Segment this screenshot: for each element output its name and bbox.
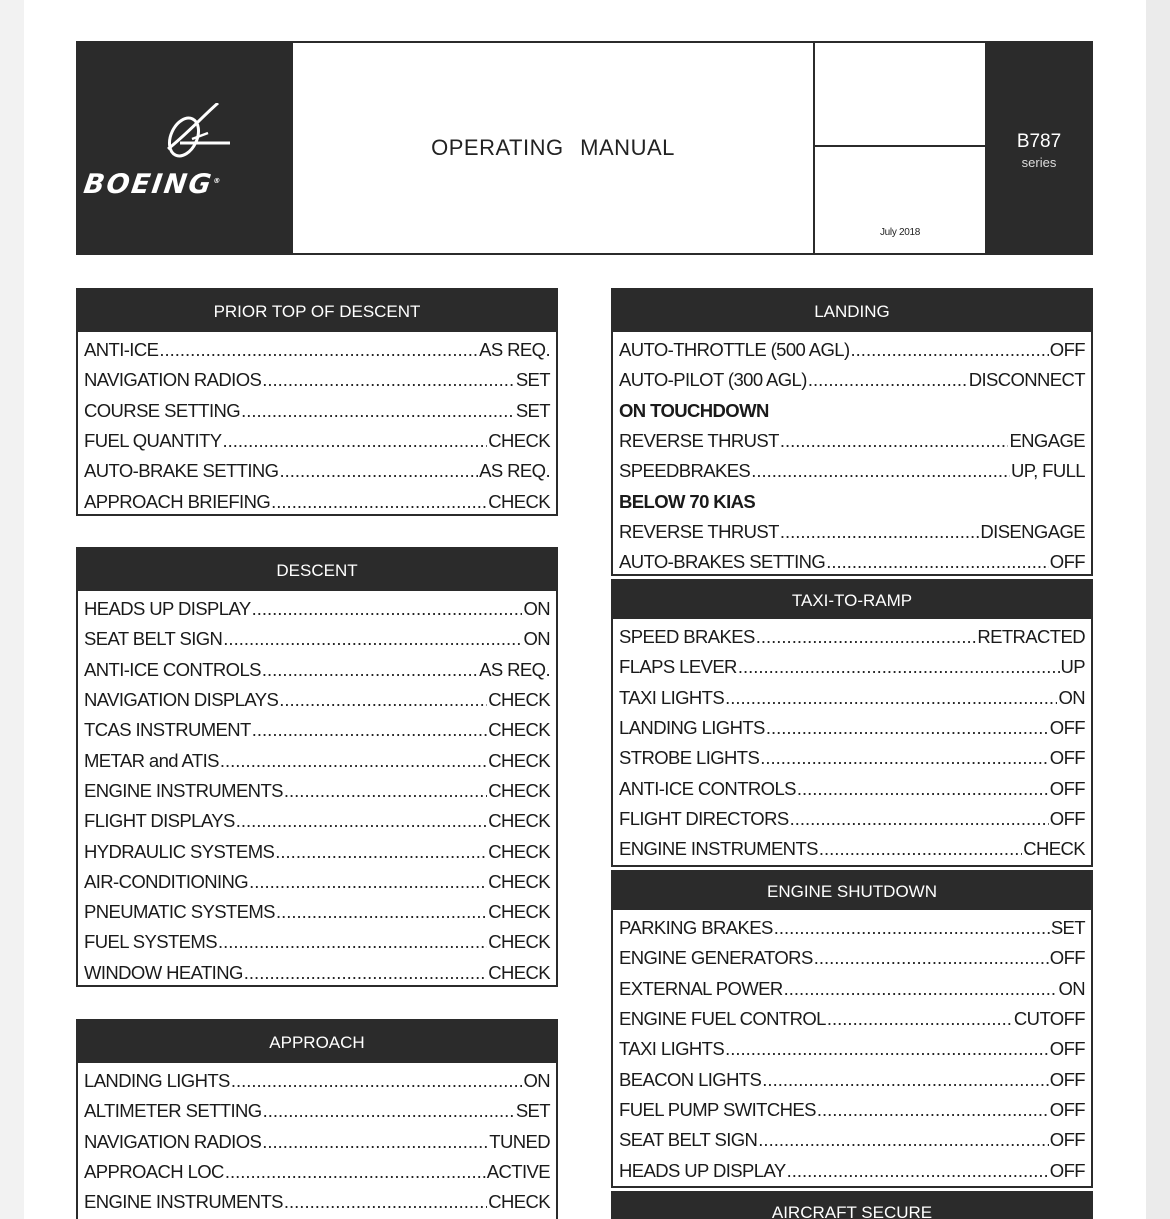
checklist-subheading [613, 396, 1091, 426]
checklist-item: ENGINE INSTRUMENTS [84, 779, 283, 801]
boeing-wordmark: BOEING® [81, 169, 223, 200]
checklist-row [613, 1155, 1091, 1185]
checklist-row [78, 1187, 556, 1217]
manual-title: OPERATING MANUAL [431, 135, 675, 160]
dot-leader [819, 838, 1022, 860]
checklist-subheading [613, 486, 1091, 516]
dot-leader [159, 339, 478, 361]
checklist-value: DISCONNECT [968, 369, 1085, 391]
section-title: PRIOR TOP OF DESCENT [78, 290, 556, 332]
checklist-value: OFF [1049, 551, 1085, 573]
checklist-rows [78, 332, 556, 517]
checklist-value: AS REQ. [479, 658, 550, 680]
series-cell [987, 43, 1091, 253]
checklist-value: CHECK [488, 961, 550, 983]
dot-leader [758, 1129, 1049, 1151]
checklist-row [78, 867, 556, 897]
checklist-row [613, 547, 1091, 577]
checklist-value: CHECK [488, 749, 550, 771]
dot-leader [738, 656, 1060, 678]
checklist-value: CUTOFF [1013, 1008, 1085, 1030]
checklist-item: SEAT BELT SIGN [619, 1129, 758, 1151]
dot-leader [762, 1069, 1049, 1091]
checklist-value: CHECK [488, 870, 550, 892]
dot-leader [826, 551, 1049, 573]
aircraft-model: B787 [1016, 131, 1062, 152]
checklist-value: AS REQ. [479, 339, 550, 361]
checklist-item: AUTO-BRAKE SETTING [84, 460, 279, 482]
checklist-item: ON TOUCHDOWN [619, 399, 769, 421]
checklist-item: FLIGHT DISPLAYS [84, 810, 235, 832]
checklist-row [78, 836, 556, 866]
dot-leader [784, 978, 1058, 1000]
checklist-row [78, 1127, 556, 1157]
checklist-value: OFF [1049, 1098, 1085, 1120]
section-title: DESCENT [78, 549, 556, 591]
checklist-row [613, 1034, 1091, 1064]
checklist-row [613, 913, 1091, 943]
checklist-value: CHECK [488, 901, 550, 923]
checklist-value: SET [515, 399, 550, 421]
dot-leader [284, 780, 487, 802]
checklist-item: WINDOW HEATING [84, 961, 243, 983]
dot-leader [271, 491, 487, 513]
dot-leader [236, 810, 488, 832]
checklist-row [78, 1066, 556, 1096]
checklist-row [613, 773, 1091, 803]
checklist-value: CHECK [488, 810, 550, 832]
checklist-row [78, 1096, 556, 1126]
dot-leader [225, 1161, 486, 1183]
checklist-value: OFF [1049, 1159, 1085, 1181]
checklist-value: RETRACTED [977, 626, 1085, 648]
section-title: LANDING [613, 290, 1091, 332]
dot-leader [276, 901, 487, 923]
dot-leader [808, 369, 968, 391]
section-engine-shutdown [611, 870, 1093, 1188]
checklist-item: ANTI-ICE CONTROLS [84, 658, 261, 680]
boeing-logo-icon [162, 103, 232, 165]
section-title: ENGINE SHUTDOWN [613, 872, 1091, 910]
checklist-row [78, 335, 556, 365]
checklist-rows [613, 910, 1091, 1186]
checklist-row [78, 927, 556, 957]
checklist-item: APPROACH BRIEFING [84, 490, 271, 512]
section-title: TAXI-TO-RAMP [613, 581, 1091, 619]
checklist-row [78, 396, 556, 426]
checklist-item: REVERSE THRUST [619, 520, 779, 542]
checklist-row [613, 365, 1091, 395]
dot-leader [218, 931, 487, 953]
checklist-value: ON [523, 1070, 550, 1092]
section-prior-top-of-descent [76, 288, 558, 516]
checklist-row [613, 426, 1091, 456]
checklist-item: NAVIGATION DISPLAYS [84, 689, 279, 711]
checklist-row [613, 1095, 1091, 1125]
checklist-row [613, 517, 1091, 547]
checklist-item: AIR-CONDITIONING [84, 870, 249, 892]
checklist-row [78, 715, 556, 745]
title-cell [293, 43, 813, 253]
viewer-gutter [1146, 0, 1170, 1219]
checklist-value: OFF [1049, 339, 1085, 361]
section-approach [76, 1019, 558, 1219]
checklist-value: ON [523, 598, 550, 620]
dot-leader [249, 871, 487, 893]
checklist-row [613, 1125, 1091, 1155]
checklist-value: OFF [1049, 717, 1085, 739]
checklist-item: FLIGHT DIRECTORS [619, 807, 789, 829]
checklist-rows [613, 332, 1091, 577]
dot-leader [223, 628, 522, 650]
checklist-row [613, 652, 1091, 682]
info-blank-box [815, 43, 985, 147]
dot-leader [262, 1131, 488, 1153]
checklist-item: SPEED BRAKES [619, 626, 755, 648]
dot-leader [252, 598, 523, 620]
dot-leader [262, 369, 515, 391]
checklist-value: SET [1050, 917, 1085, 939]
checklist-value: OFF [1049, 807, 1085, 829]
checklist-value: DISENGAGE [980, 520, 1085, 542]
checklist-rows [78, 591, 556, 988]
checklist-row [613, 622, 1091, 652]
dot-leader [275, 841, 487, 863]
checklist-row [78, 365, 556, 395]
checklist-value: OFF [1049, 1129, 1085, 1151]
dot-leader [279, 689, 487, 711]
checklist-item: BEACON LIGHTS [619, 1068, 762, 1090]
checklist-row [613, 943, 1091, 973]
dot-leader [725, 687, 1057, 709]
checklist-item: FUEL SYSTEMS [84, 931, 217, 953]
checklist-item: HEADS UP DISPLAY [84, 598, 251, 620]
dot-leader [797, 778, 1049, 800]
checklist-item: ENGINE INSTRUMENTS [619, 838, 818, 860]
checklist-item: FUEL PUMP SWITCHES [619, 1098, 816, 1120]
checklist-item: FLAPS LEVER [619, 656, 737, 678]
dot-leader [725, 1038, 1049, 1060]
checklist-item: PNEUMATIC SYSTEMS [84, 901, 275, 923]
checklist-item: COURSE SETTING [84, 399, 241, 421]
checklist-value: CHECK [488, 840, 550, 862]
checklist-row [613, 683, 1091, 713]
checklist-item: TAXI LIGHTS [619, 686, 725, 708]
checklist-row [78, 594, 556, 624]
dot-leader [222, 430, 487, 452]
checklist-row [78, 958, 556, 988]
checklist-item: LANDING LIGHTS [84, 1070, 230, 1092]
dot-leader [279, 460, 478, 482]
boeing-logo [78, 43, 291, 253]
checklist-row [613, 456, 1091, 486]
dot-leader [244, 962, 487, 984]
checklist-row [78, 486, 556, 516]
dot-leader [814, 947, 1049, 969]
checklist-item: ENGINE FUEL CONTROL [619, 1008, 826, 1030]
checklist-item: ALTIMETER SETTING [84, 1100, 262, 1122]
checklist-value: UP [1060, 656, 1085, 678]
dot-leader [774, 917, 1050, 939]
manual-header [76, 41, 1093, 255]
checklist-row [78, 776, 556, 806]
checklist-value: CHECK [488, 1191, 550, 1213]
checklist-row [613, 335, 1091, 365]
checklist-row [613, 1004, 1091, 1034]
checklist-row [613, 713, 1091, 743]
checklist-value: ON [1058, 977, 1085, 999]
checklist-value: OFF [1049, 777, 1085, 799]
checklist-row [78, 745, 556, 775]
checklist-item: ANTI-ICE [84, 339, 159, 361]
checklist-rows [78, 1063, 556, 1217]
checklist-row [613, 743, 1091, 773]
checklist-row [78, 1157, 556, 1187]
checklist-item: LANDING LIGHTS [619, 717, 765, 739]
checklist-row [78, 655, 556, 685]
dot-leader [766, 717, 1049, 739]
dot-leader [252, 719, 487, 741]
dot-leader [780, 521, 980, 543]
checklist-item: NAVIGATION RADIOS [84, 1130, 262, 1152]
section-title: AIRCRAFT SECURE [613, 1193, 1091, 1219]
checklist-item: METAR and ATIS [84, 749, 219, 771]
checklist-row [78, 897, 556, 927]
dot-leader [760, 747, 1049, 769]
aircraft-series: series [1021, 155, 1057, 170]
section-aircraft-secure [611, 1191, 1093, 1219]
checklist-value: CHECK [488, 689, 550, 711]
dot-leader [751, 460, 1010, 482]
section-taxi-to-ramp [611, 579, 1093, 867]
checklist-item: TCAS INSTRUMENT [84, 719, 251, 741]
checklist-rows [613, 619, 1091, 864]
checklist-value: ON [523, 628, 550, 650]
checklist-item: SEAT BELT SIGN [84, 628, 223, 650]
section-descent [76, 547, 558, 987]
checklist-item: BELOW 70 KIAS [619, 490, 756, 512]
dot-leader [263, 1100, 515, 1122]
dot-leader [817, 1099, 1049, 1121]
checklist-value: OFF [1049, 1068, 1085, 1090]
checklist-item: SPEEDBRAKES [619, 460, 751, 482]
checklist-item: HEADS UP DISPLAY [619, 1159, 786, 1181]
checklist-item: ENGINE GENERATORS [619, 947, 813, 969]
checklist-row [78, 456, 556, 486]
checklist-value: ON [1058, 686, 1085, 708]
checklist-item: ENGINE INSTRUMENTS [84, 1191, 283, 1213]
checklist-item: ANTI-ICE CONTROLS [619, 777, 796, 799]
dot-leader [787, 1160, 1049, 1182]
checklist-item: NAVIGATION RADIOS [84, 369, 262, 391]
checklist-value: SET [515, 1100, 550, 1122]
checklist-item: APPROACH LOC [84, 1161, 224, 1183]
dot-leader [851, 339, 1049, 361]
checklist-item: AUTO-PILOT (300 AGL) [619, 369, 807, 391]
checklist-row [613, 834, 1091, 864]
checklist-value: CHECK [488, 931, 550, 953]
manual-page [24, 0, 1146, 1219]
checklist-row [613, 1064, 1091, 1094]
dot-leader [284, 1191, 487, 1213]
checklist-item: EXTERNAL POWER [619, 977, 783, 999]
checklist-item: PARKING BRAKES [619, 917, 773, 939]
dot-leader [790, 808, 1049, 830]
checklist-value: ACTIVE [486, 1161, 550, 1183]
checklist-value: CHECK [488, 490, 550, 512]
section-landing [611, 288, 1093, 576]
checklist-item: AUTO-BRAKES SETTING [619, 551, 826, 573]
revision-date: July 2018 [879, 227, 921, 238]
checklist-value: TUNED [489, 1130, 550, 1152]
checklist-item: TAXI LIGHTS [619, 1038, 725, 1060]
checklist-value: AS REQ. [479, 460, 550, 482]
checklist-value: OFF [1049, 947, 1085, 969]
checklist-value: CHECK [488, 719, 550, 741]
checklist-item: FUEL QUANTITY [84, 430, 222, 452]
checklist-row [78, 685, 556, 715]
dot-leader [827, 1008, 1013, 1030]
checklist-value: CHECK [488, 430, 550, 452]
dot-leader [241, 400, 515, 422]
checklist-row [78, 624, 556, 654]
checklist-value: UP, FULL [1010, 460, 1085, 482]
checklist-item: AUTO-THROTTLE (500 AGL) [619, 339, 850, 361]
checklist-value: OFF [1049, 1038, 1085, 1060]
checklist-value: CHECK [1023, 838, 1085, 860]
checklist-item: HYDRAULIC SYSTEMS [84, 840, 275, 862]
dot-leader [780, 430, 1009, 452]
dot-leader [262, 659, 478, 681]
checklist-item: STROBE LIGHTS [619, 747, 760, 769]
section-title: APPROACH [78, 1021, 556, 1063]
checklist-row [78, 806, 556, 836]
checklist-value: CHECK [488, 779, 550, 801]
dot-leader [231, 1070, 523, 1092]
checklist-value: ENGAGE [1009, 430, 1085, 452]
info-cell [815, 43, 985, 253]
checklist-row [613, 804, 1091, 834]
dot-leader [220, 750, 487, 772]
checklist-item: REVERSE THRUST [619, 430, 779, 452]
checklist-row [613, 974, 1091, 1004]
checklist-value: OFF [1049, 747, 1085, 769]
checklist-value: SET [515, 369, 550, 391]
dot-leader [756, 626, 977, 648]
checklist-row [78, 426, 556, 456]
